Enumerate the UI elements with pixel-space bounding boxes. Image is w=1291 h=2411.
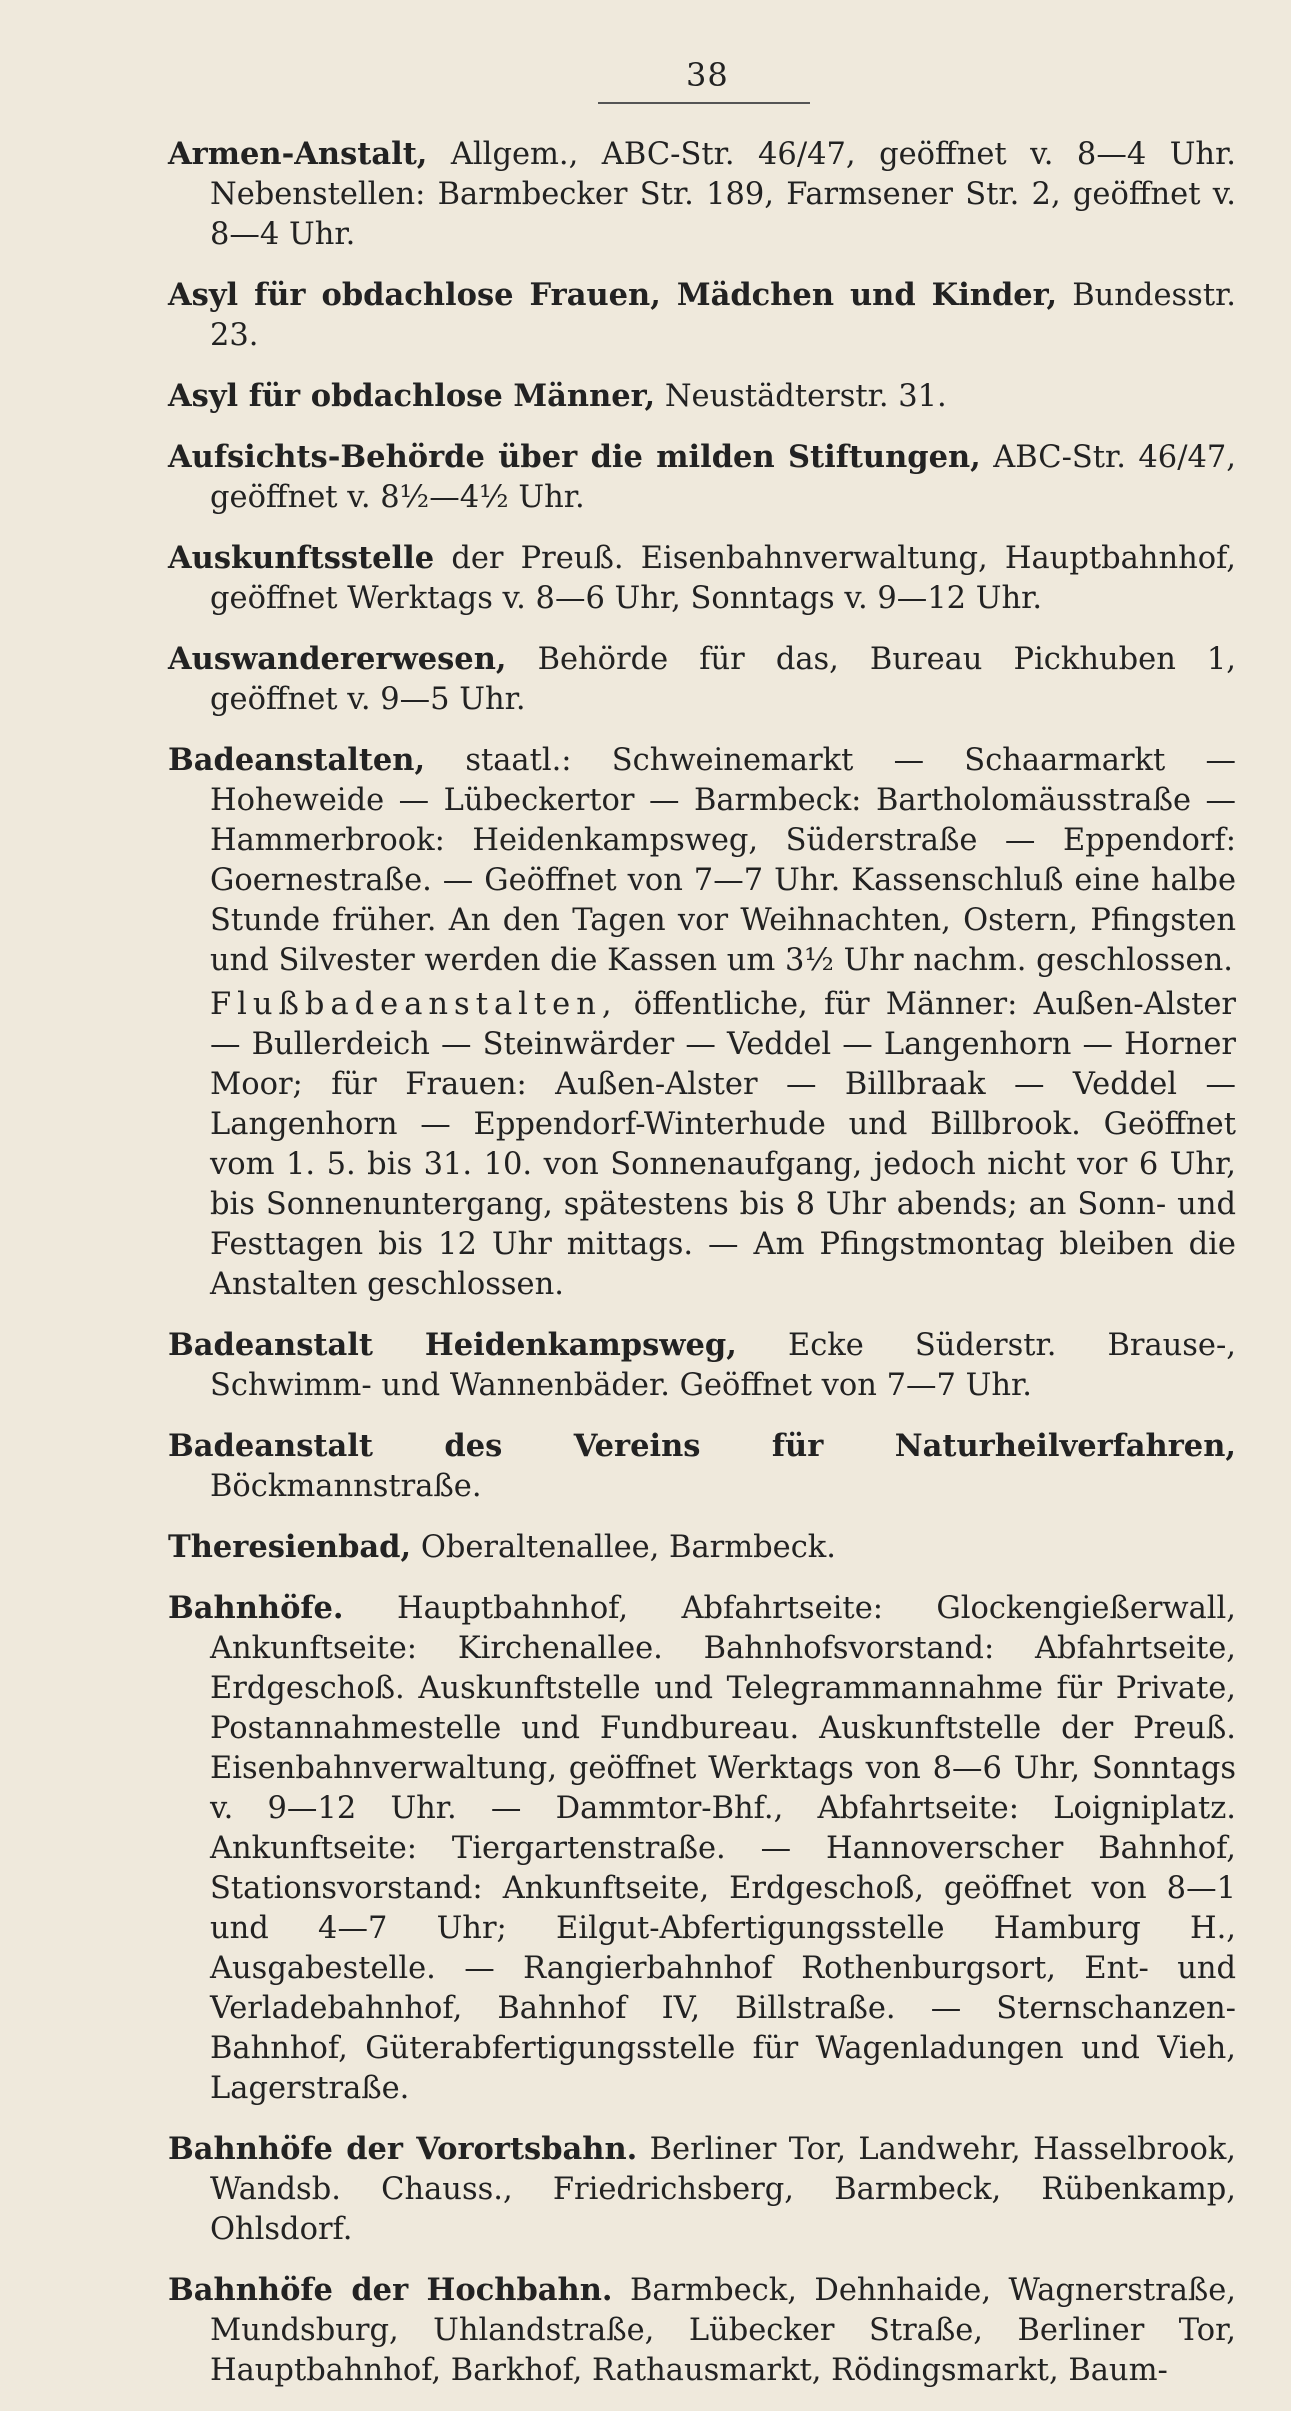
entry-title: Armen-Anstalt, xyxy=(168,136,428,172)
entry-title: Badeanstalten, xyxy=(168,742,426,778)
entry-text: staatl.: Schweinemarkt — Schaarmarkt — Hoheweide — Lübeckertor — Barmbeck: Bartholomäusstraße — Hammerbrook: Heidenkampsweg, Süderstraße — Eppendorf: Goernestraße. — Geöffnet von 7—7 Uhr. Kassenschluß eine halbe Stunde früher. An den Tagen vor Weihnachten, Ostern, Pfingsten und Silvester werden die Kassen um 3½ Uhr nachm. geschlossen. xyxy=(210,743,1236,978)
entry-auswandererwesen xyxy=(168,639,1236,720)
entry-text: der Preuß. Eisenbahnverwaltung, Hauptbahnhof, geöffnet Werktags v. 8—6 Uhr, Sonntags v. 9—12 Uhr. xyxy=(210,541,1236,616)
entry-text: Oberaltenallee, Barmbeck. xyxy=(420,1530,836,1565)
entry-title: Flußbadeanstalten, xyxy=(210,987,618,1022)
entry-aufsichts-behoerde xyxy=(168,437,1236,518)
entry-title: Bahnhöfe der Hochbahn. xyxy=(168,2272,613,2308)
entry-text: Hauptbahnhof, Abfahrtseite: Glockengießerwall, Ankunftseite: Kirchenallee. Bahnhofsvorstand: Abfahrtseite, Erdgeschoß. Auskunftstelle und Telegrammannahme für Private, Postannahmestelle und Fundbureau. Auskunftstelle der Preuß. Eisenbahnverwaltung, geöffnet Werktags von 8—6 Uhr, Sonntags v. 9—12 Uhr. — Dammtor-Bhf., Abfahrtseite: Loigniplatz. Ankunftseite: Tiergartenstraße. — Hannoverscher Bahnhof, Stationsvorstand: Ankunftseite, Erdgeschoß, geöffnet von 8—1 und 4—7 Uhr; Eilgut-Abfertigungsstelle Hamburg H., Ausgabestelle. — Rangierbahnhof Rothenburgsort, Ent- und Verladebahnhof, Bahnhof IV, Billstraße. — Sternschanzen-Bahnhof, Güterabfertigungsstelle für Wagenladungen und Vieh, Lagerstraße. xyxy=(210,1591,1236,2106)
entry-text: Bundesstr. 23. xyxy=(210,278,1236,353)
entry-flussbadeanstalten xyxy=(168,985,1236,1305)
entry-theresienbad xyxy=(168,1527,1236,1568)
entry-text: ABC-Str. 46/47, geöffnet v. 8½—4½ Uhr. xyxy=(210,440,1236,515)
header-rule xyxy=(598,102,810,104)
entry-asyl-frauen xyxy=(168,275,1236,356)
entry-badeanstalt-naturheilverfahren xyxy=(168,1426,1236,1507)
entry-title: Aufsichts-Behörde über die milden Stiftungen, xyxy=(168,439,981,475)
entry-title: Asyl für obdachlose Frauen, Mädchen und Kinder, xyxy=(168,277,1058,313)
entry-auskunftsstelle xyxy=(168,538,1236,619)
entry-title: Bahnhöfe der Vorortsbahn. xyxy=(168,2131,638,2167)
entry-text: Böckmannstraße. xyxy=(210,1469,482,1504)
entry-text: Behörde für das, Bureau Pickhuben 1, geöffnet v. 9—5 Uhr. xyxy=(210,642,1236,717)
entry-armen-anstalt xyxy=(168,134,1236,255)
entry-bahnhoefe-vorortsbahn xyxy=(168,2129,1236,2250)
entry-text: Barmbeck, Dehnhaide, Wagnerstraße, Mundsburg, Uhlandstraße, Lübecker Straße, Berliner Tor, Hauptbahnhof, Barkhof, Rathausmarkt, Rödingsmarkt, Baum- xyxy=(210,2273,1236,2388)
entry-title: Badeanstalt Heidenkampsweg, xyxy=(168,1327,737,1363)
entry-title: Badeanstalt des Vereins für Naturheilverfahren, xyxy=(168,1428,1236,1464)
entry-title: Auswandererwesen, xyxy=(168,641,507,677)
page-number: 38 xyxy=(686,56,729,94)
entry-text: öffentliche, für Männer: Außen-Alster — Bullerdeich — Steinwärder — Veddel — Langenhorn — Horner Moor; für Frauen: Außen-Alster — Billbraak — Veddel — Langenhorn — Eppendorf-Winterhude und Billbrook. Geöffnet vom 1. 5. bis 31. 10. von Sonnenaufgang, jedoch nicht vor 6 Uhr, bis Sonnenuntergang, spätestens bis 8 Uhr abends; an Sonn- und Festtagen bis 12 Uhr mittags. — Am Pfingstmontag bleiben die Anstalten geschlossen. xyxy=(210,987,1236,1302)
directory-entries xyxy=(168,134,1236,2411)
entry-bahnhoefe xyxy=(168,1588,1236,2109)
entry-text: Ecke Süderstr. Brause-, Schwimm- und Wannenbäder. Geöffnet von 7—7 Uhr. xyxy=(210,1328,1236,1403)
entry-title: Theresienbad, xyxy=(168,1529,412,1565)
entry-asyl-maenner xyxy=(168,376,1236,417)
entry-title: Asyl für obdachlose Männer, xyxy=(168,378,656,414)
entry-text: Neustädterstr. 31. xyxy=(664,379,947,414)
entry-text: Allgem., ABC-Str. 46/47, geöffnet v. 8—4 Uhr. Nebenstellen: Barmbecker Str. 189, Farmsener Str. 2, geöffnet v. 8—4 Uhr. xyxy=(210,137,1236,252)
entry-title: Bahnhöfe. xyxy=(168,1590,344,1626)
entry-badeanstalten xyxy=(168,740,1236,981)
entry-text: Berliner Tor, Landwehr, Hasselbrook, Wandsb. Chauss., Friedrichsberg, Barmbeck, Rübenkamp, Ohlsdorf. xyxy=(210,2132,1236,2247)
entry-badeanstalt-heidenkampsweg xyxy=(168,1325,1236,1406)
entry-bahnhoefe-hochbahn xyxy=(168,2270,1236,2391)
entry-title: Auskunftsstelle xyxy=(168,540,435,576)
